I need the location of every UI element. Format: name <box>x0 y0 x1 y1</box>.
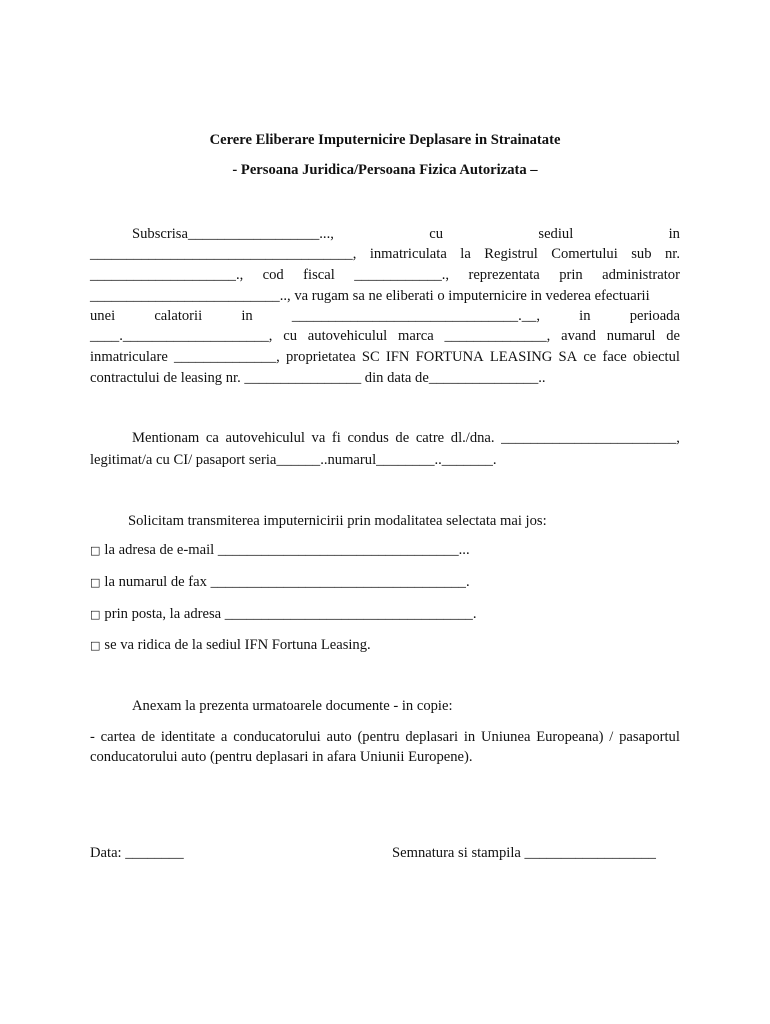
attachments-intro: Anexam la prezenta urmatoarele documente - in copie: <box>132 698 453 714</box>
delivery-option-pickup[interactable]: □ se va ridica de la sediul IFN Fortuna Leasing. <box>90 637 371 653</box>
request-line-5: unei calatorii in _______________________________.__, in perioada <box>90 308 680 324</box>
delivery-intro: Solicitam transmiterea imputernicirii prin modalitatea selectata mai jos: <box>128 513 547 529</box>
checkbox-fax-icon[interactable]: □ <box>90 576 101 589</box>
request-line-6: ____.____________________, cu autovehiculul marca ______________, avand numarul de <box>90 328 680 344</box>
driver-line-1: Mentionam ca autovehiculul va fi condus de catre dl./dna. ________________________, <box>132 430 680 446</box>
request-line-2: ____________________________________, inmatriculata la Registrul Comertului sub nr. <box>90 246 680 262</box>
request-line-8: contractului de leasing nr. ________________ din data de_______________.. <box>90 370 546 386</box>
date-field-label: Data: ________ <box>90 845 184 861</box>
request-line-7: inmatriculare ______________, proprietatea SC IFN FORTUNA LEASING SA ce face obiectul <box>90 349 680 365</box>
request-line-3: ____________________., cod fiscal ____________., reprezentata prin administrator <box>90 267 680 283</box>
checkbox-email-icon[interactable]: □ <box>90 544 101 557</box>
delivery-option-email[interactable]: □ la adresa de e-mail _________________________________... <box>90 542 470 558</box>
signature-field-label: Semnatura si stampila __________________ <box>392 845 656 861</box>
document-subtitle: - Persoana Juridica/Persoana Fizica Autorizata – <box>232 162 538 178</box>
checkbox-post-icon[interactable]: □ <box>90 608 101 621</box>
driver-line-2: legitimat/a cu CI/ pasaport seria______..numarul________.._______. <box>90 452 497 468</box>
attachments-item-line-1: - cartea de identitate a conducatorului auto (pentru deplasari in Uniunea Europeana) / pasaportul <box>90 729 680 745</box>
document-title: Cerere Eliberare Imputernicire Deplasare in Strainatate <box>209 132 561 148</box>
attachments-item-line-2: conducatorului auto (pentru deplasari in afara Uniunii Europene). <box>90 749 473 765</box>
request-line-4: __________________________.., va rugam sa ne eliberati o imputernicire in vederea efectuarii <box>90 288 650 304</box>
request-line-1: Subscrisa__________________..., cu sediul in <box>132 226 680 242</box>
delivery-option-fax[interactable]: □ la numarul de fax ___________________________________. <box>90 574 470 590</box>
delivery-option-post[interactable]: □ prin posta, la adresa __________________________________. <box>90 606 477 622</box>
checkbox-pickup-icon[interactable]: □ <box>90 639 101 652</box>
